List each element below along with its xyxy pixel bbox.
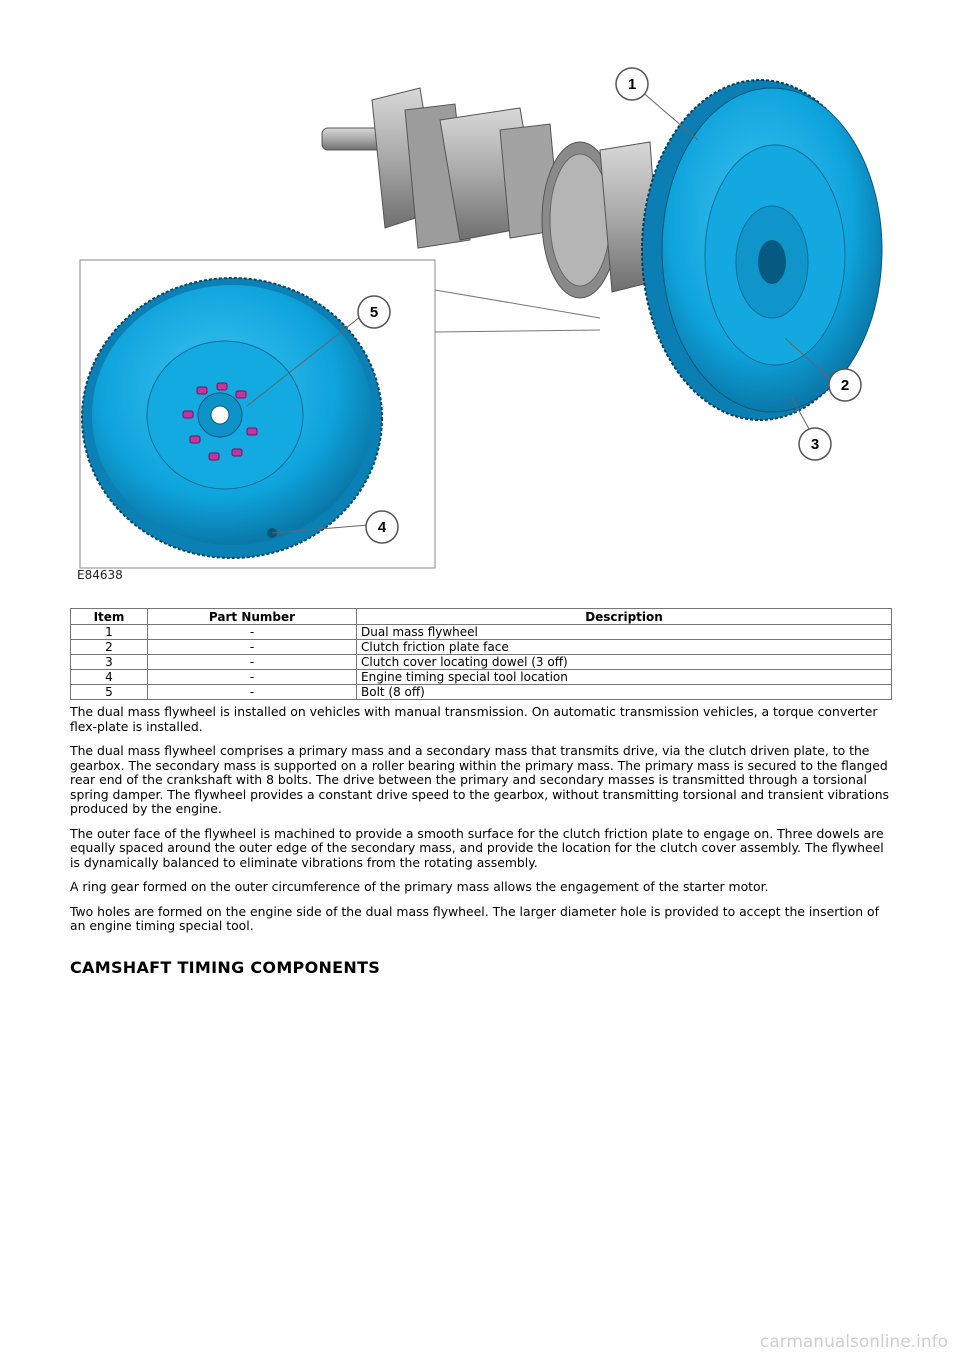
callout-5 — [358, 296, 390, 328]
cell-desc: Clutch cover locating dowel (3 off) — [357, 655, 892, 670]
cell-desc: Engine timing special tool location — [357, 670, 892, 685]
cell-item: 1 — [71, 625, 148, 640]
callout-layer — [0, 0, 960, 600]
parts-table — [70, 608, 892, 700]
cell-part: - — [148, 655, 357, 670]
paragraph: A ring gear formed on the outer circumference of the primary mass allows the engagement of the starter motor. — [70, 879, 769, 894]
cell-part: - — [148, 685, 357, 700]
paragraph: The outer face of the flywheel is machined to provide a smooth surface for the clutch friction plate to engage on. Three dowels are equally spaced around the outer edge of the secondary mass, and provide the location for the clutch cover assembly. The flywheel is dynamically balanced to eliminate vibrations from the rotating assembly. — [70, 825, 884, 870]
callout-4 — [366, 511, 398, 543]
callout-4-label: 4 — [377, 519, 387, 536]
header-part-number: Part Number — [148, 609, 357, 625]
cell-desc: Bolt (8 off) — [357, 685, 892, 700]
table-header-row — [71, 609, 892, 625]
callout-2-label: 2 — [840, 377, 850, 394]
cell-item: 5 — [71, 685, 148, 700]
paragraph: Two holes are formed on the engine side of the dual mass flywheel. The larger diameter hole is provided to accept the insertion of an engine timing special tool. — [70, 903, 879, 933]
header-item: Item — [71, 609, 148, 625]
callout-3-label: 3 — [810, 436, 820, 453]
callout-1-label: 1 — [627, 76, 637, 93]
cell-part: - — [148, 640, 357, 655]
table-row — [71, 670, 892, 685]
cell-desc: Dual mass flywheel — [357, 625, 892, 640]
figure-id: E84638 — [77, 568, 123, 582]
paragraph: The dual mass flywheel is installed on vehicles with manual transmission. On automatic transmission vehicles, a torque converter flex-plate is installed. — [70, 704, 878, 734]
paragraph: The dual mass flywheel comprises a primary mass and a secondary mass that transmits drive, via the clutch driven plate, to the gearbox. The secondary mass is supported on a roller bearing within the primary mass. The primary mass is secured to the flanged rear end of the crankshaft with 8 bolts. The drive between the primary and secondary masses is transmitted through a torsional spring damper. The flywheel provides a constant drive speed to the gearbox, without transmitting torsional and transient vibrations produced by the engine. — [70, 743, 890, 816]
header-description: Description — [357, 609, 892, 625]
section-heading: CAMSHAFT TIMING COMPONENTS — [70, 958, 381, 977]
table-row — [71, 625, 892, 640]
table-row — [71, 655, 892, 670]
cell-item: 4 — [71, 670, 148, 685]
table-row — [71, 640, 892, 655]
cell-desc: Clutch friction plate face — [357, 640, 892, 655]
cell-part: - — [148, 670, 357, 685]
callout-5-label: 5 — [369, 304, 379, 321]
callout-3 — [799, 428, 831, 460]
table-row — [71, 685, 892, 700]
callout-1 — [616, 68, 648, 100]
cell-item: 2 — [71, 640, 148, 655]
cell-part: - — [148, 625, 357, 640]
cell-item: 3 — [71, 655, 148, 670]
watermark: carmanualsonline.info — [759, 1332, 948, 1352]
body-text — [70, 705, 895, 944]
callout-2 — [829, 369, 861, 401]
